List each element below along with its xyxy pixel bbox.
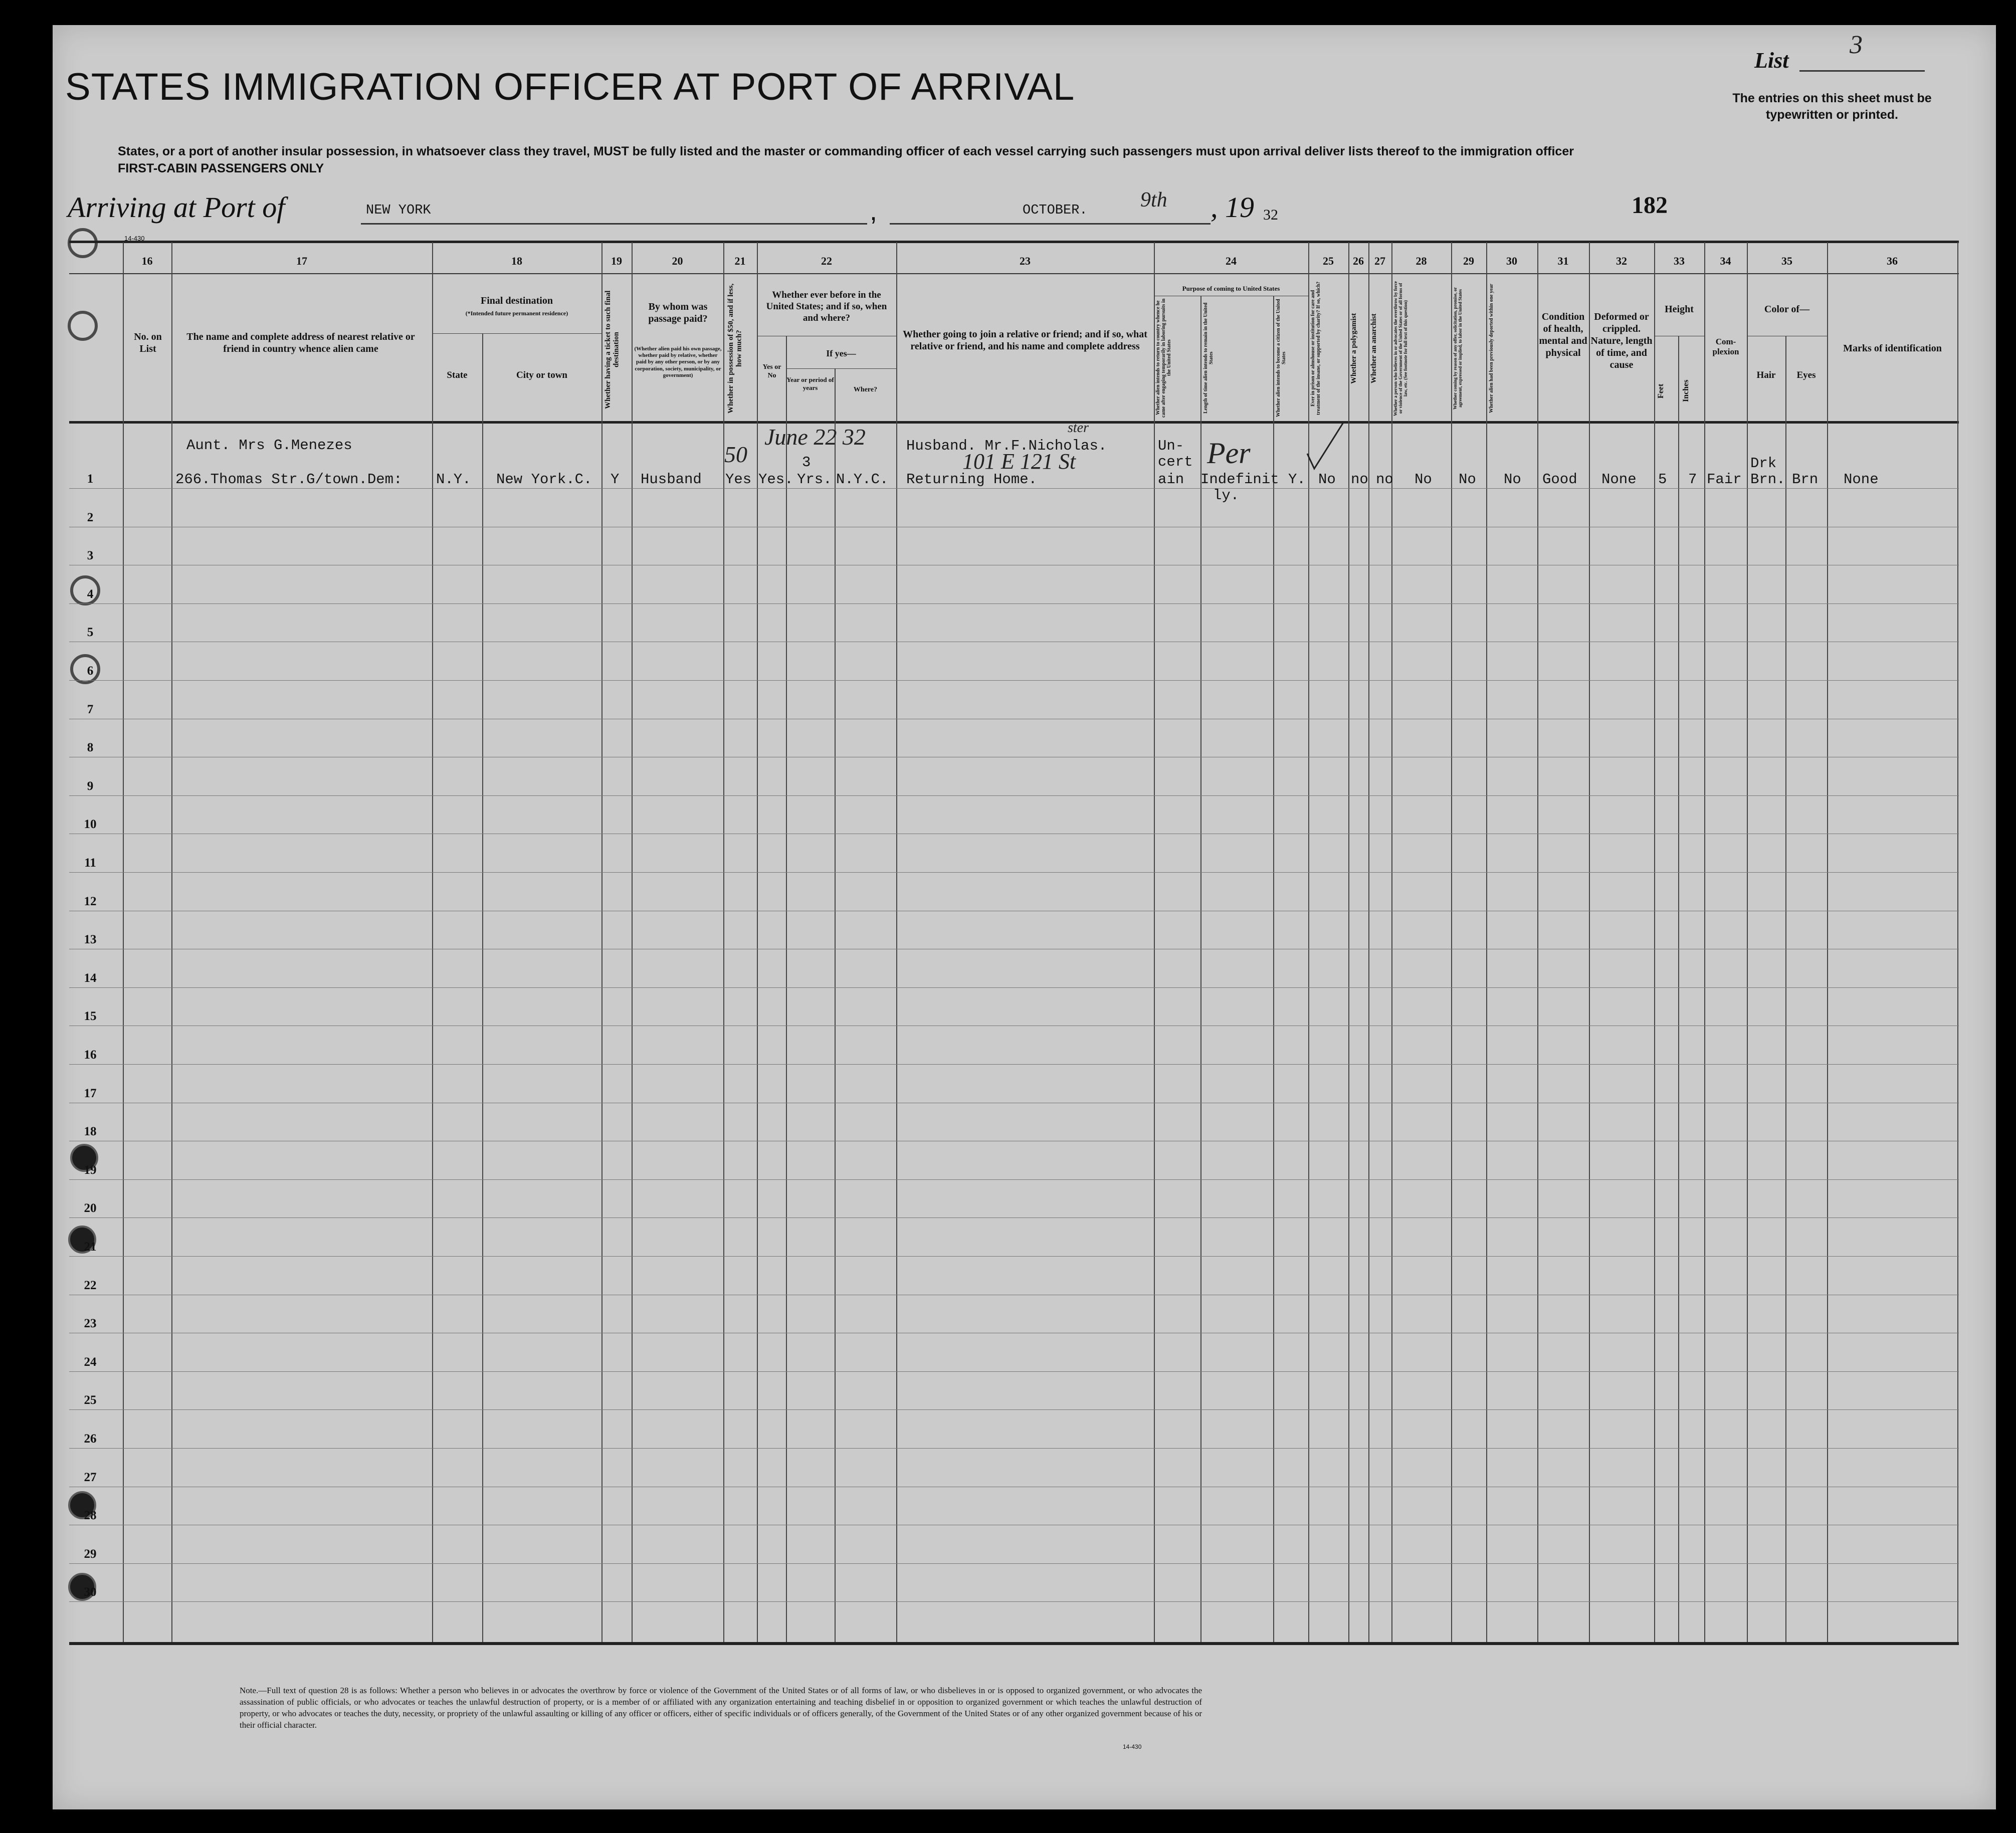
col-header-passage: By whom was passage paid? [648,301,708,324]
entry-join-line1: Husband. Mr.F.Nicholas. [906,438,1107,454]
entry-relative-line2: 266.Thomas Str.G/town.Dem: [175,471,402,488]
row-number: 24 [84,1355,97,1369]
row-line [69,1409,1959,1410]
form-code: 14-430 [124,235,145,242]
col-num-25: 25 [1323,255,1334,267]
row-number: 12 [84,895,97,908]
row-number: 15 [84,1009,97,1023]
row-number: 4 [87,587,94,601]
row-line [69,987,1959,988]
col-num-36: 36 [1887,255,1898,267]
row-number: 10 [84,818,97,831]
col-num-29: 29 [1463,255,1474,267]
col-header-final-destination: Final destination [481,295,553,306]
year-prefix: , 19 [1211,191,1254,224]
col-num-33: 33 [1674,255,1685,267]
row-number: 30 [84,1585,97,1599]
row-number: 21 [84,1240,97,1254]
arriving-label: Arriving at Port of [68,191,285,224]
col-header-passage-note: (Whether alien paid his own passage, whether paid by relative, whether paid by any other person, or by any corporation, society, municipality, or government) [634,346,722,378]
row-line [69,680,1959,681]
list-number: 3 [1850,31,1863,59]
row-line [69,488,1959,489]
entry-join-line2: Returning Home. [906,471,1038,488]
entry-city: New York.C. [496,471,592,488]
col-num-21: 21 [734,255,746,267]
row-number: 20 [84,1201,97,1215]
row-line [69,1179,1959,1180]
port-underline [361,223,867,225]
col-header-before-in-us: Whether ever before in the United States; and if so, when and where? [766,290,887,323]
row-number: 23 [84,1317,97,1330]
row-number: 13 [84,933,97,946]
entry-length-line2: ly. [1213,487,1240,504]
col-header-ticket: Whether having a ticket to such final destination [604,290,621,409]
entry-before-years: Yrs. [797,471,832,488]
col-header-hair: Hair [1756,370,1776,380]
row-number: 5 [87,626,94,639]
entry-eyes: Brn [1792,471,1819,488]
row-number: 27 [84,1471,97,1484]
row-number: 28 [84,1509,97,1522]
col-header-purpose-return: Whether alien intends to return to country whence he came after engaging temporarily in laboring pursuits in the United States [1155,298,1172,418]
col-header-overthrow: Whether a person who believes in or advocates the overthrow by force or violence of the Government of the United States or of all forms of law, etc. (See footnote for full text of this question) [1393,281,1408,416]
entry-before-yes: Yes. [758,471,793,488]
entry-health: Good [1542,471,1577,488]
entry-state: N.Y. [436,471,471,488]
entry-money: Yes [725,471,752,488]
entry-join-hand-top: ster [1068,420,1089,436]
row-line [69,1064,1959,1065]
row-number: 26 [84,1432,97,1446]
col-num-22: 22 [821,255,832,267]
col-header-money: Whether in possession of $50, and if less, how much? [727,283,743,414]
row-number: 19 [84,1163,97,1177]
col-num-30: 30 [1506,255,1517,267]
table-bottom-border [69,1642,1959,1645]
footnote-code: 14-430 [1123,1743,1142,1750]
row-line [69,1601,1959,1602]
col-header-no-on-list: No. on List [134,331,162,354]
col-header-complexion: Com-plexion [1712,337,1739,357]
col-header-deported: Whether alien had been previously deported within one year [1489,284,1494,413]
row-number: 14 [84,971,97,985]
col-num-16: 16 [141,255,153,267]
col-num-26: 26 [1353,255,1364,267]
col-header-feet: Feet [1657,383,1665,398]
entry-join-hand: 101 E 121 St [962,449,1076,474]
entry-deported: No [1504,471,1521,488]
row-number: 18 [84,1125,97,1138]
entry-before-where: N.Y.C. [836,471,889,488]
entry-passage-paid: Husband [641,471,702,488]
col-num-27: 27 [1374,255,1385,267]
row-number: 29 [84,1547,97,1561]
entry-length-line1: Indefinit [1200,471,1279,488]
row-number: 9 [87,779,94,793]
row-number: 3 [87,549,94,562]
col-header-inches: Inches [1682,379,1690,402]
sheet-number: 182 [1632,192,1668,219]
row-line [69,1448,1959,1449]
entry-relative-line1: Aunt. Mrs G.Menezes [186,437,352,454]
col-header-polygamist: Whether a polygamist [1350,313,1358,384]
entry-anarchist: no [1376,471,1393,488]
list-label: List [1754,48,1789,73]
col-header-height: Height [1665,304,1694,315]
col-header-marks: Marks of identification [1843,343,1942,354]
entry-purpose-line3: ain [1158,471,1184,488]
col-header-health: Condition of health, mental and physical [1539,311,1587,358]
row-line [69,603,1959,604]
col-header-purpose-length: Length of time alien intends to remain in the United States [1203,302,1214,414]
col-num-35: 35 [1781,255,1792,267]
check-mark-icon [1303,419,1348,474]
col-header-deformed: Deformed or crippled. Nature, length of time, and cause [1590,311,1653,370]
entry-feet: 5 [1658,471,1667,488]
col-header-prison: Ever in prison or almshouse or institution for care and treatment of the insane, or supported by charity? If so, which? [1310,281,1321,416]
entry-hair-line1: Drk [1750,455,1777,472]
list-underline [1799,70,1925,72]
col-num-20: 20 [672,255,683,267]
col-header-purpose: Purpose of coming to United States [1182,285,1280,292]
entry-hair-line2: Brn. [1750,471,1785,488]
col-header-city: City or town [516,370,568,380]
entry-inches: 7 [1688,471,1697,488]
month-value: OCTOBER. [1023,203,1088,218]
class-line: FIRST-CABIN PASSENGERS ONLY [118,161,324,175]
binder-hole [68,311,98,341]
col-header-if-yes: If yes— [826,348,856,358]
column-number-divider [69,273,1959,274]
col-num-18: 18 [511,255,522,267]
year-suffix: 32 [1263,207,1278,223]
entry-labor-offer: No [1459,471,1476,488]
entry-deformed: None [1601,471,1637,488]
col-header-state: State [447,370,468,380]
row-line [69,872,1959,873]
col-header-relative: The name and complete address of nearest relative or friend in country whence alien came [186,331,415,354]
row-number: 22 [84,1279,97,1292]
port-value: NEW YORK [366,203,431,218]
entry-money-hand: 50 [724,442,747,467]
col-num-34: 34 [1720,255,1731,267]
row-number: 25 [84,1393,97,1407]
row-number: 16 [84,1048,97,1062]
col-num-19: 19 [611,255,622,267]
col-num-17: 17 [296,255,307,267]
entry-ticket: Y [611,471,620,488]
day-value: 9th [1140,188,1167,212]
entry-complexion: Fair [1707,471,1742,488]
row-line [69,1371,1959,1372]
col-header-join-relative: Whether going to join a relative or friend; and if so, what relative or friend, and his name and complete address [903,329,1147,352]
col-header-final-destination-note: (*Intended future permanent residence) [465,310,568,317]
entry-polygamist: no [1351,471,1368,488]
row-number: 6 [87,664,94,678]
page-title: STATES IMMIGRATION OFFICER AT PORT OF ARRIVAL [65,66,1075,108]
entry-purpose-line2: cert [1158,454,1193,470]
entry-prison: No [1318,471,1336,488]
entry-citizen: Y. [1288,471,1306,488]
row-line [69,795,1959,796]
col-num-28: 28 [1416,255,1427,267]
col-header-color: Color of— [1764,304,1810,315]
entry-purpose-line1: Un- [1158,438,1184,454]
col-header-purpose-citizen: Whether alien intends to become a citizen of the United States [1276,299,1287,417]
col-header-anarchist: Whether an anarchist [1370,313,1378,383]
col-num-24: 24 [1226,255,1237,267]
entry-marks: None [1844,471,1879,488]
typewritten-note: The entries on this sheet must be typewritten or printed. [1732,91,1932,122]
table-top-border [69,241,1959,243]
col-header-where: Where? [853,386,878,393]
entry-before-years-top: 3 [802,454,811,471]
date-underline [890,223,1211,225]
row-line [69,1217,1959,1218]
col-num-31: 31 [1557,255,1569,267]
entry-overthrow: No [1415,471,1432,488]
header-bottom-border [69,421,1959,424]
row-number: 1 [87,472,94,486]
row-line [69,1563,1959,1564]
col-header-years: Year or period of years [786,376,834,391]
col-header-eyes: Eyes [1796,370,1816,380]
col-header-labor-offer: Whether coming by reason of any offer, solicitation, promise, or agreement, expressed or implied, to labor in the United States [1453,287,1463,410]
col-num-32: 32 [1616,255,1627,267]
row-number: 17 [84,1087,97,1100]
footnote: Note.—Full text of question 28 is as follows: Whether a person who believes in or advocates the overthrow by force or violence of the Government of the United States or of all forms of law, or who disbelieves in or is opposed to organized government, or who advocates the assassination of public officials, or who advocates or teaches the unlawful destruction of property, or is a member of or affiliated with any organization entertaining and teaching disbelief in or opposition to organized government or which teaches the unlawful destruction of property, or who advocates or teaches the duty, necessity, or propriety of the unlawful assaulting or killing of any officer or officers, either of specific individuals or of officers generally, of the Government of the United States or of any other organized government because of his or their official character. [240,1686,1202,1730]
binder-hole [68,228,98,258]
subtitle: States, or a port of another insular possession, in whatsoever class they travel, MUST be fully listed and the master or commanding officer of each vessel carrying such passengers must upon arrival deliver lists thereof to the immigration officer [118,144,1574,158]
row-number: 7 [87,703,94,716]
col-header-yes-no: Yes or No [762,363,781,379]
row-number: 2 [87,511,94,524]
col-num-23: 23 [1020,255,1031,267]
row-line [69,1256,1959,1257]
entry-length-hand: Per [1207,437,1251,470]
entry-before-hand: June 22 32 [764,424,866,450]
row-number: 8 [87,741,94,754]
row-number: 11 [84,856,96,870]
